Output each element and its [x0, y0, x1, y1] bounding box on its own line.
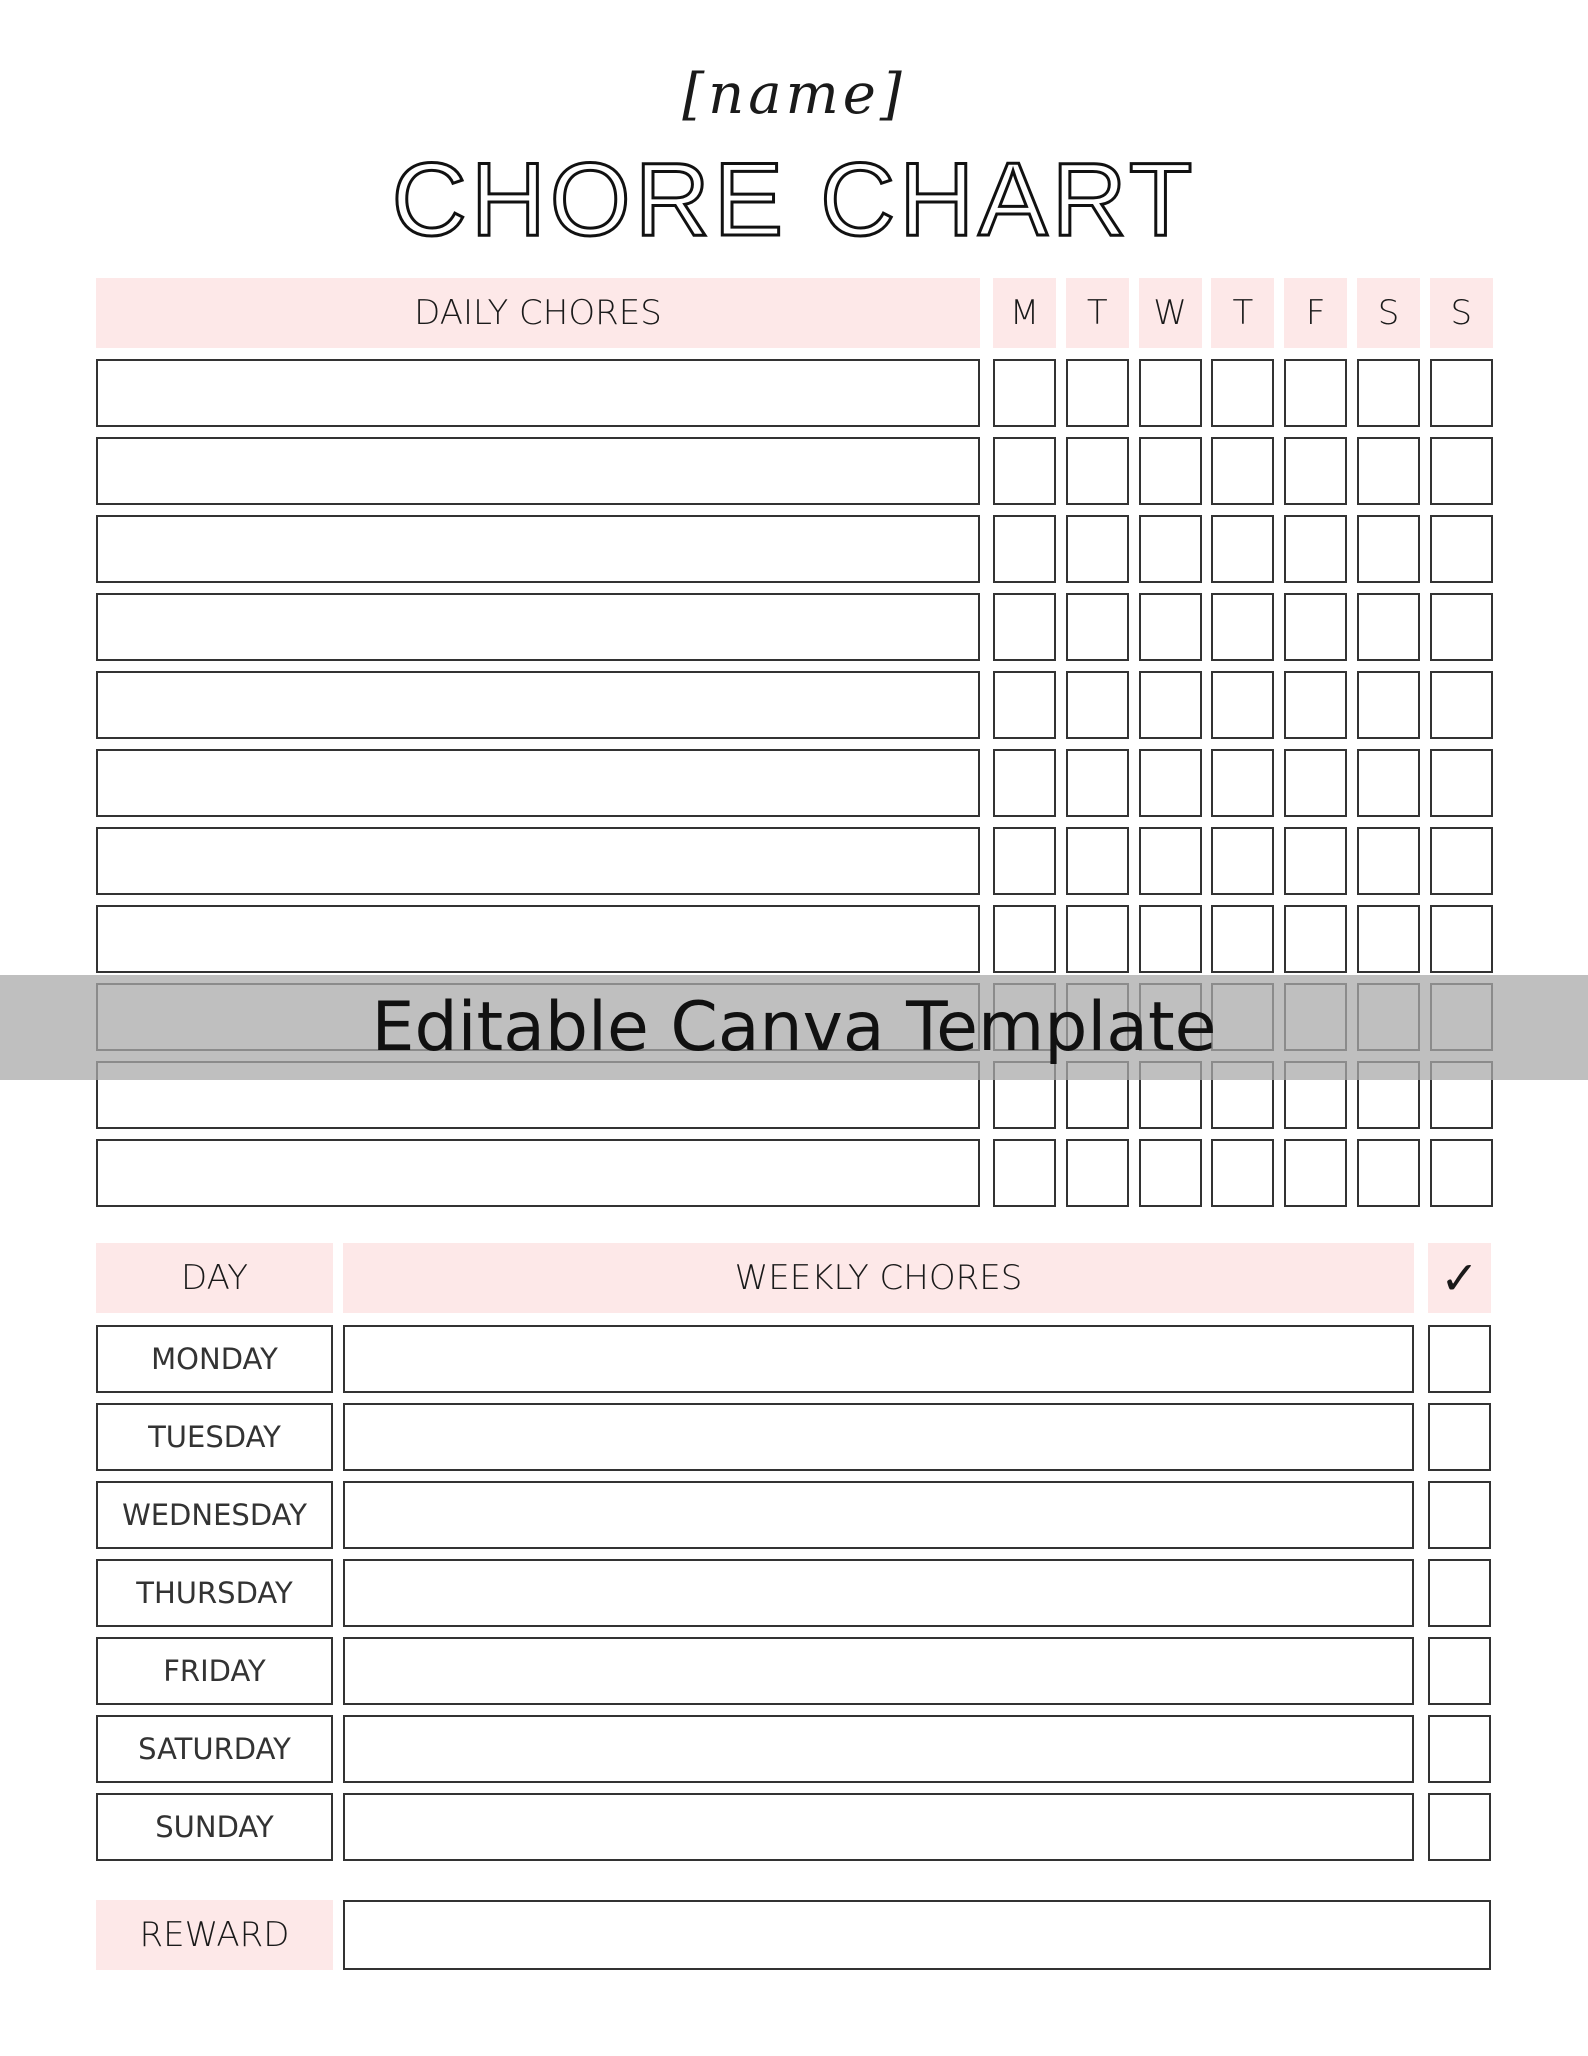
weekly-checkbox[interactable]	[1428, 1637, 1491, 1705]
weekly-chore-input[interactable]	[343, 1325, 1414, 1393]
day-column-header: S	[1430, 278, 1493, 348]
day-column-header: W	[1139, 278, 1202, 348]
weekly-checkbox[interactable]	[1428, 1559, 1491, 1627]
day-checkbox[interactable]	[993, 593, 1056, 661]
weekly-chore-input[interactable]	[343, 1481, 1414, 1549]
daily-chores-header: DAILY CHORES	[96, 278, 980, 348]
chore-input[interactable]	[96, 905, 980, 973]
day-checkbox[interactable]	[1211, 827, 1274, 895]
day-checkbox[interactable]	[1211, 905, 1274, 973]
day-checkbox[interactable]	[1139, 1139, 1202, 1207]
weekday-label: THURSDAY	[96, 1559, 333, 1627]
day-checkbox[interactable]	[1139, 905, 1202, 973]
day-checkbox[interactable]	[1211, 671, 1274, 739]
day-checkbox[interactable]	[1284, 437, 1347, 505]
weekly-checkbox[interactable]	[1428, 1481, 1491, 1549]
day-checkbox[interactable]	[993, 1139, 1056, 1207]
day-checkbox[interactable]	[1211, 1139, 1274, 1207]
day-checkbox[interactable]	[1211, 593, 1274, 661]
day-checkbox[interactable]	[1284, 1139, 1347, 1207]
day-checkbox[interactable]	[1139, 749, 1202, 817]
day-checkbox[interactable]	[1357, 671, 1420, 739]
day-checkbox[interactable]	[1284, 671, 1347, 739]
day-checkbox[interactable]	[1066, 593, 1129, 661]
weekly-chores-header: WEEKLY CHORES	[343, 1243, 1414, 1313]
day-checkbox[interactable]	[993, 359, 1056, 427]
weekday-label: FRIDAY	[96, 1637, 333, 1705]
weekly-chore-input[interactable]	[343, 1403, 1414, 1471]
day-checkbox[interactable]	[1284, 749, 1347, 817]
weekly-chore-input[interactable]	[343, 1559, 1414, 1627]
chore-input[interactable]	[96, 593, 980, 661]
day-checkbox[interactable]	[1211, 359, 1274, 427]
day-column-header: S	[1357, 278, 1420, 348]
day-checkbox[interactable]	[1357, 749, 1420, 817]
day-checkbox[interactable]	[1430, 437, 1493, 505]
day-checkbox[interactable]	[1139, 827, 1202, 895]
day-checkbox[interactable]	[1357, 515, 1420, 583]
day-checkbox[interactable]	[1284, 515, 1347, 583]
day-checkbox[interactable]	[1211, 749, 1274, 817]
day-checkbox[interactable]	[993, 515, 1056, 583]
day-checkbox[interactable]	[993, 827, 1056, 895]
chore-input[interactable]	[96, 827, 980, 895]
day-checkbox[interactable]	[1139, 593, 1202, 661]
day-checkbox[interactable]	[1284, 905, 1347, 973]
chore-input[interactable]	[96, 359, 980, 427]
reward-field[interactable]	[343, 1900, 1491, 1970]
day-checkbox[interactable]	[1357, 437, 1420, 505]
checkmark-icon: ✓	[1428, 1243, 1491, 1313]
weekday-label: SATURDAY	[96, 1715, 333, 1783]
day-checkbox[interactable]	[1066, 827, 1129, 895]
day-checkbox[interactable]	[1211, 437, 1274, 505]
day-checkbox[interactable]	[1066, 671, 1129, 739]
day-checkbox[interactable]	[1357, 905, 1420, 973]
weekly-checkbox[interactable]	[1428, 1793, 1491, 1861]
day-checkbox[interactable]	[1066, 437, 1129, 505]
day-checkbox[interactable]	[1139, 671, 1202, 739]
day-checkbox[interactable]	[1284, 827, 1347, 895]
day-checkbox[interactable]	[1066, 1139, 1129, 1207]
day-checkbox[interactable]	[1357, 593, 1420, 661]
day-checkbox[interactable]	[993, 749, 1056, 817]
weekday-label: TUESDAY	[96, 1403, 333, 1471]
day-checkbox[interactable]	[1430, 515, 1493, 583]
weekly-chore-input[interactable]	[343, 1715, 1414, 1783]
day-checkbox[interactable]	[1430, 1139, 1493, 1207]
weekday-label: MONDAY	[96, 1325, 333, 1393]
day-column-header: F	[1284, 278, 1347, 348]
page-title: CHORE CHART	[391, 142, 1197, 258]
day-column-header: M	[993, 278, 1056, 348]
day-checkbox[interactable]	[1357, 1139, 1420, 1207]
day-checkbox[interactable]	[1211, 515, 1274, 583]
day-checkbox[interactable]	[1430, 905, 1493, 973]
watermark-banner: Editable Canva Template	[0, 975, 1588, 1080]
day-header: DAY	[96, 1243, 333, 1313]
chore-input[interactable]	[96, 1139, 980, 1207]
day-checkbox[interactable]	[1430, 671, 1493, 739]
weekly-checkbox[interactable]	[1428, 1403, 1491, 1471]
day-checkbox[interactable]	[1066, 749, 1129, 817]
chore-input[interactable]	[96, 437, 980, 505]
weekday-label: SUNDAY	[96, 1793, 333, 1861]
day-checkbox[interactable]	[1066, 515, 1129, 583]
day-column-header: T	[1066, 278, 1129, 348]
weekly-checkbox[interactable]	[1428, 1715, 1491, 1783]
day-checkbox[interactable]	[1357, 359, 1420, 427]
day-checkbox[interactable]	[1430, 749, 1493, 817]
weekly-chore-input[interactable]	[343, 1637, 1414, 1705]
weekday-label: WEDNESDAY	[96, 1481, 333, 1549]
day-checkbox[interactable]	[1430, 593, 1493, 661]
day-checkbox[interactable]	[1139, 359, 1202, 427]
chore-input[interactable]	[96, 671, 980, 739]
reward-label: REWARD	[96, 1900, 333, 1970]
day-checkbox[interactable]	[993, 905, 1056, 973]
day-checkbox[interactable]	[993, 671, 1056, 739]
day-checkbox[interactable]	[1066, 359, 1129, 427]
day-checkbox[interactable]	[1284, 593, 1347, 661]
day-checkbox[interactable]	[1139, 515, 1202, 583]
day-checkbox[interactable]	[1430, 359, 1493, 427]
day-checkbox[interactable]	[993, 437, 1056, 505]
name-placeholder: [name]	[682, 62, 906, 127]
weekly-chore-input[interactable]	[343, 1793, 1414, 1861]
day-checkbox[interactable]	[1139, 437, 1202, 505]
chore-input[interactable]	[96, 515, 980, 583]
day-checkbox[interactable]	[1430, 827, 1493, 895]
weekly-checkbox[interactable]	[1428, 1325, 1491, 1393]
day-column-header: T	[1211, 278, 1274, 348]
day-checkbox[interactable]	[1066, 905, 1129, 973]
chore-input[interactable]	[96, 749, 980, 817]
day-checkbox[interactable]	[1357, 827, 1420, 895]
day-checkbox[interactable]	[1284, 359, 1347, 427]
